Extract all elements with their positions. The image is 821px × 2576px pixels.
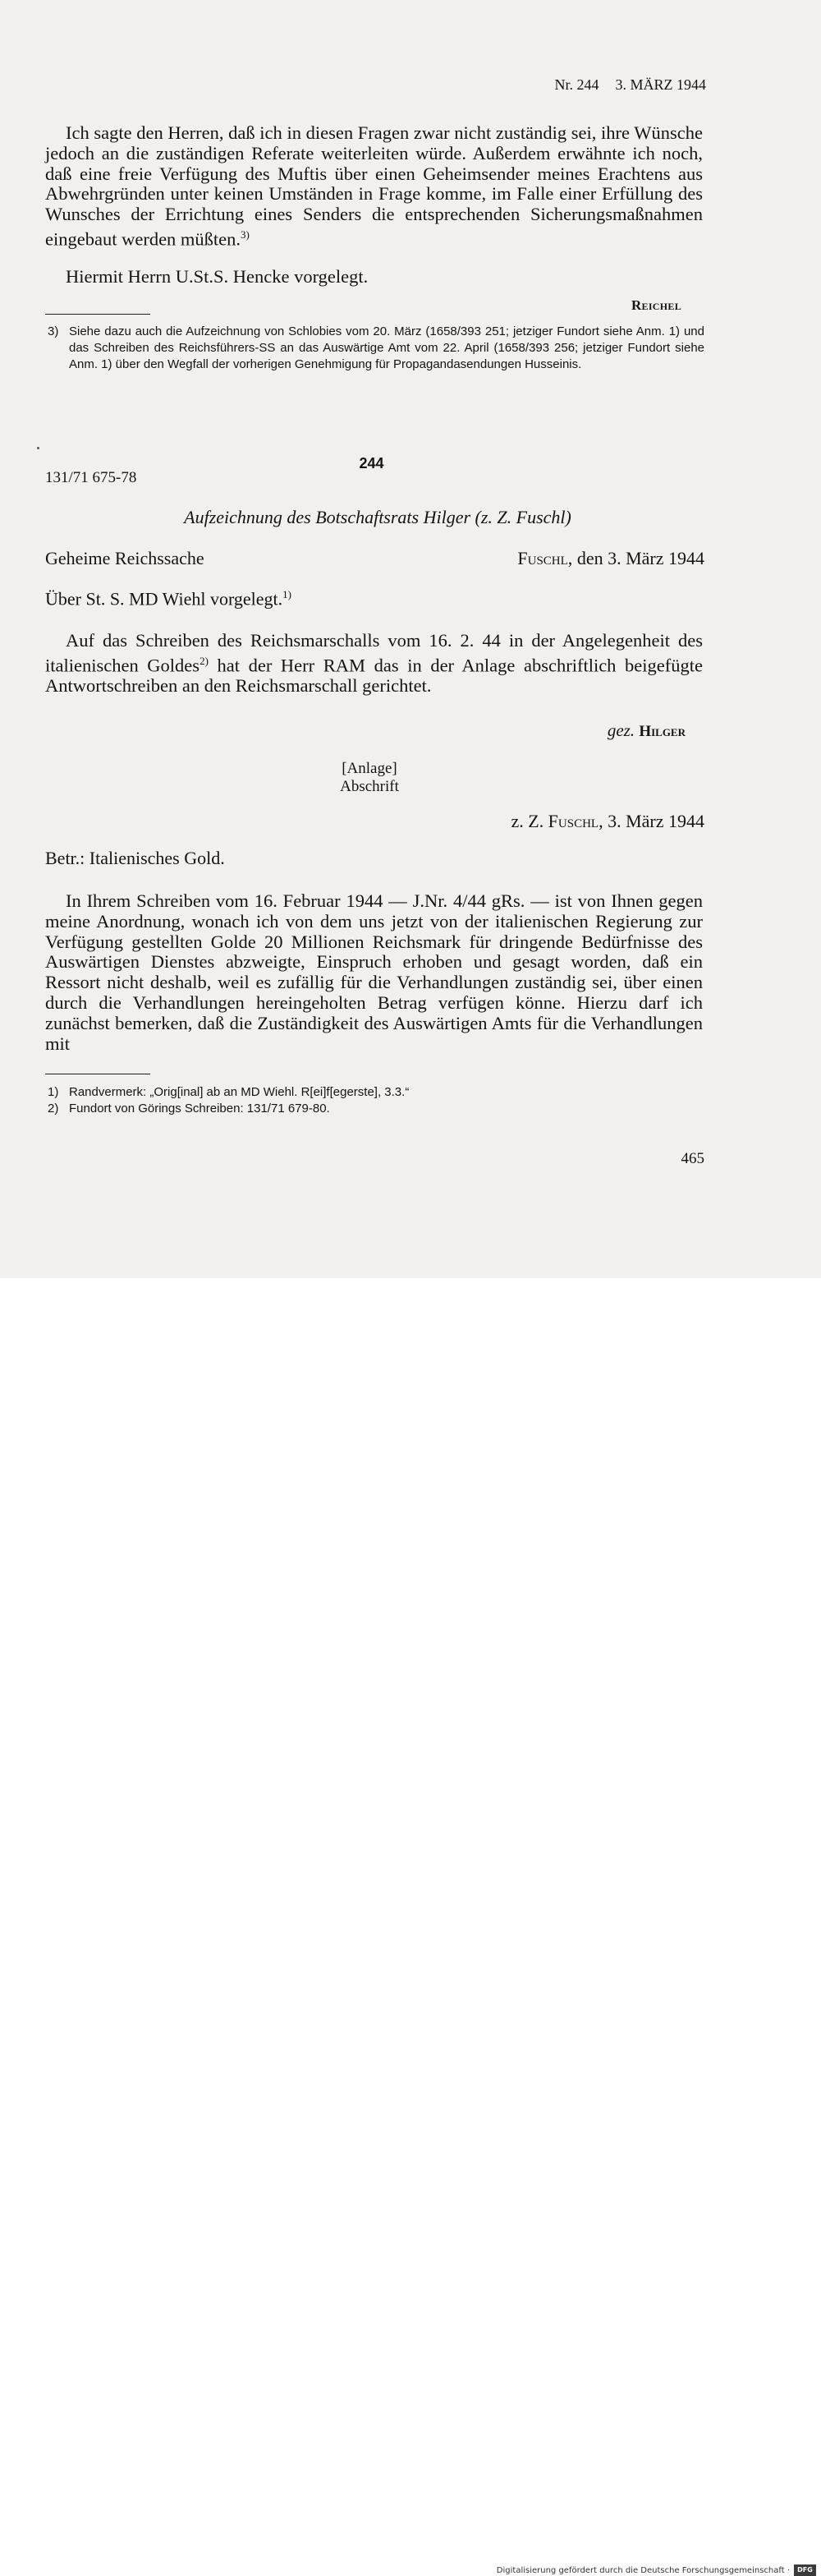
footnote-1 (48, 1084, 704, 1101)
footnote-text: Siehe dazu auch die Aufzeichnung von Schlobies vom 20. März (1658/393 251; jetziger Fundort siehe Anm. 1) und das Schreiben des Reichsführers-SS an das Auswärtige Amt vom 22. April (1658/393 256; jetziger Fundort siehe Anm. 1) über den Wegfall der vorherigen Genehmigung für Propagandasendungen Husseinis. (69, 324, 704, 371)
file-reference: 131/71 675-78 (45, 469, 137, 486)
footnote-mark: 2) (48, 1102, 59, 1116)
body-text-part-1: Auf das Schreiben des Reichsmarschalls vom 16. 2. 44 in der Angelegenheit des italienischen Goldes (45, 630, 703, 676)
footnote-divider (45, 314, 150, 315)
date: den 3. März 1944 (576, 548, 704, 568)
footnote-text: Fundort von Görings Schreiben: 131/71 679-80. (69, 1102, 330, 1116)
margin-dot (37, 447, 39, 449)
document-title: Aufzeichnung des Botschaftsrats Hilger (z. Z. Fuschl) (184, 507, 571, 527)
footnote-ref-3: 3) (241, 228, 250, 241)
running-header (534, 76, 706, 94)
header-doc-number: Nr. 244 (554, 76, 599, 93)
signature-hilger (509, 720, 686, 741)
footnotes (48, 1084, 704, 1117)
body-paragraph (45, 631, 703, 697)
document-number: 244 (359, 455, 384, 472)
credit-bar (0, 1278, 821, 2575)
annex-place-date (460, 811, 704, 832)
previous-doc-paragraph-text: Ich sagte den Herren, daß ich in diesen Fragen zwar nicht zuständig sei, ihre Wünsche jedoch an die zuständigen Referate weiterleiten würde. Außerdem erwähnte ich noch, daß eine freie Verfügung des Muftis über einen Geheimsender meines Erachtens aus Abwehrgründen unter keinen Umständen in Frage komme, im Falle einer Erfüllung des Wunsches der Errichtung eines Senders die entsprechenden Sicherungsmaßnahmen eingebaut werden müßten. (45, 122, 703, 250)
footnote-text: Randvermerk: „Orig[inal] ab an MD Wiehl. R[ei]f[egerste], 3.3.“ (69, 1085, 410, 1099)
annex-place-prefix: z. Z. (511, 811, 544, 831)
subject-line: Betr.: Italienisches Gold. (45, 848, 225, 868)
annex-date: 3. März 1944 (608, 811, 704, 831)
footnote-mark: 1) (48, 1085, 59, 1099)
dfg-credit-text: Digitalisierung gefördert durch die Deutsche Forschungsgemeinschaft · (496, 2566, 790, 2575)
footnote-mark: 3) (48, 324, 59, 338)
header-date: 3. MÄRZ 1944 (615, 76, 706, 93)
footnote-ref-2: 2) (200, 654, 209, 667)
routing-note (45, 588, 291, 610)
annex-place: Fuschl, (548, 811, 603, 831)
annex-sublabel: Abschrift (340, 778, 399, 795)
previous-doc-paragraph (45, 123, 703, 250)
page-number: 465 (681, 1150, 704, 1167)
place-and-date (460, 548, 704, 569)
place: Fuschl, (517, 548, 573, 568)
signature-reichel: Reichel (631, 297, 681, 313)
signature-prefix: gez. (607, 720, 635, 740)
footnote-2 (48, 1101, 704, 1117)
footnote-ref-1: 1) (282, 588, 292, 600)
dfg-logo-icon: DFG (794, 2564, 816, 2576)
body-text-part-2: hat der Herr RAM das in der Anlage abschriftlich beigefügte Antwortschreiben an den Reichsmarschall gerichtet. (45, 655, 703, 697)
annex-heading (287, 760, 452, 796)
classification: Geheime Reichssache (45, 548, 204, 568)
letter-paragraph: In Ihrem Schreiben vom 16. Februar 1944 — J.Nr. 4/44 gRs. — ist von Ihnen gegen meine Anordnung, wonach ich von dem uns jetzt von der italienischen Regierung zur Verfügung gestellten Golde 20 Millionen Reichsmark für dringende Bedürfnisse des Auswärtigen Dienstes abzweigte, Einspruch erhoben und gesagt worden, daß ein Ressort nicht deshalb, weil es zufällig für die Verhandlungen zuständig sei, über einen durch die Verhandlungen hereingeholten Betrag verfügen könne. Hierzu darf ich zunächst bemerken, daß die Zuständigkeit des Auswärtigen Amts für die Verhandlungen mit (45, 890, 703, 1054)
routing-text: Über St. S. MD Wiehl vorgelegt. (45, 588, 283, 610)
footnote-3 (48, 324, 704, 372)
signature-name: Hilger (639, 723, 686, 740)
annex-label: [Anlage] (342, 760, 397, 777)
previous-doc-routing: Hiermit Herrn U.St.S. Hencke vorgelegt. (66, 266, 369, 287)
